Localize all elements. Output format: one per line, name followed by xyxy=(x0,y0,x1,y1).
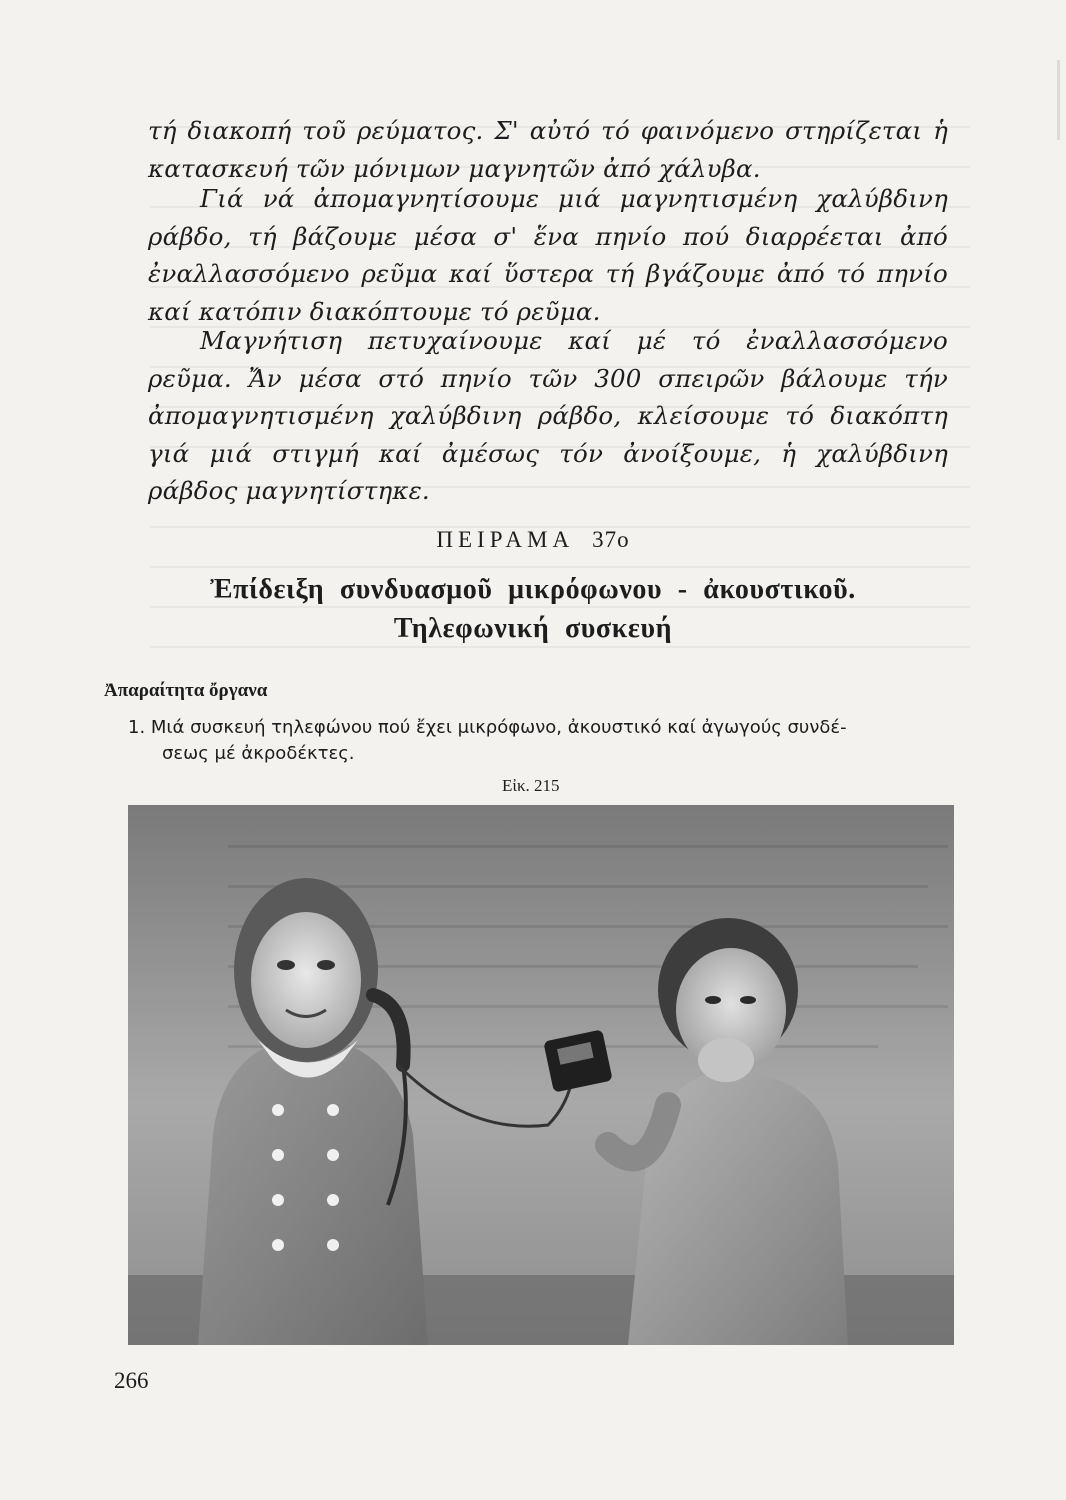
page-edge-mark xyxy=(1057,0,1060,1500)
requirement-item-1-line-1: 1. Μιά συσκευή τηλεφώνου πού ἔχει μικρόφωνο, ἀκουστικό καί ἀγωγούς συνδέ- xyxy=(128,717,847,738)
paragraph-1-text: τή διακοπή τοῦ ρεύματος. Σ' αὐτό τό φαινόμενο στηρίζεται ἡ κατασκευή τῶν μόνιμων μαγνητῶν ἀπό χάλυβα. xyxy=(148,116,948,183)
requirements-heading: Ἀπαραίτητα ὄργανα xyxy=(104,680,268,701)
paragraph-1 xyxy=(148,112,948,187)
experiment-label: ΠΕΙΡΑΜΑ xyxy=(436,527,575,552)
paragraph-2-text: Γιά νά ἀπομαγνητίσουμε μιά μαγνητισμένη χαλύβδινη ράβδο, τή βάζουμε μέσα σ' ἕνα πηνίο πού διαρρέεται ἀπό ἐναλλασσόμενο ρεῦμα καί ὕστερα τή βγάζουμε ἀπό τό πηνίο καί κατόπιν διακόπτουμε τό ρεῦμα. xyxy=(148,184,948,326)
paragraph-3 xyxy=(148,322,948,510)
figure-caption: Εἰκ. 215 xyxy=(502,776,560,795)
experiment-number: 37ο xyxy=(592,527,630,552)
paragraph-3-text: Μαγνήτιση πετυχαίνουμε καί μέ τό ἐναλλασσόμενο ρεῦμα. Ἄν μέσα στό πηνίο τῶν 300 σπειρῶν βάλουμε τήν ἀπομαγνητισμένη χαλύβδινη ράβδο, κλείσουμε τό διακόπτη γιά μιά στιγμή καί ἀμέσως τόν ἀνοίξουμε, ἡ χαλύβδινη ράβδος μαγνητίστηκε. xyxy=(148,326,948,505)
requirement-item-1-line-2: σεως μέ ἀκροδέκτες. xyxy=(162,743,355,764)
paragraph-2 xyxy=(148,180,948,330)
experiment-title-line-1: Ἐπίδειξη συνδυασμοῦ μικρόφωνου - ἀκουστικοῦ. xyxy=(210,574,856,605)
requirement-item-1 xyxy=(128,715,948,767)
page-number: 266 xyxy=(114,1368,149,1393)
photo-illustration xyxy=(128,805,954,1345)
experiment-title-line-2: Τηλεφωνική συσκευή xyxy=(393,613,673,644)
experiment-heading xyxy=(0,527,1066,553)
figure-photo xyxy=(128,805,954,1345)
